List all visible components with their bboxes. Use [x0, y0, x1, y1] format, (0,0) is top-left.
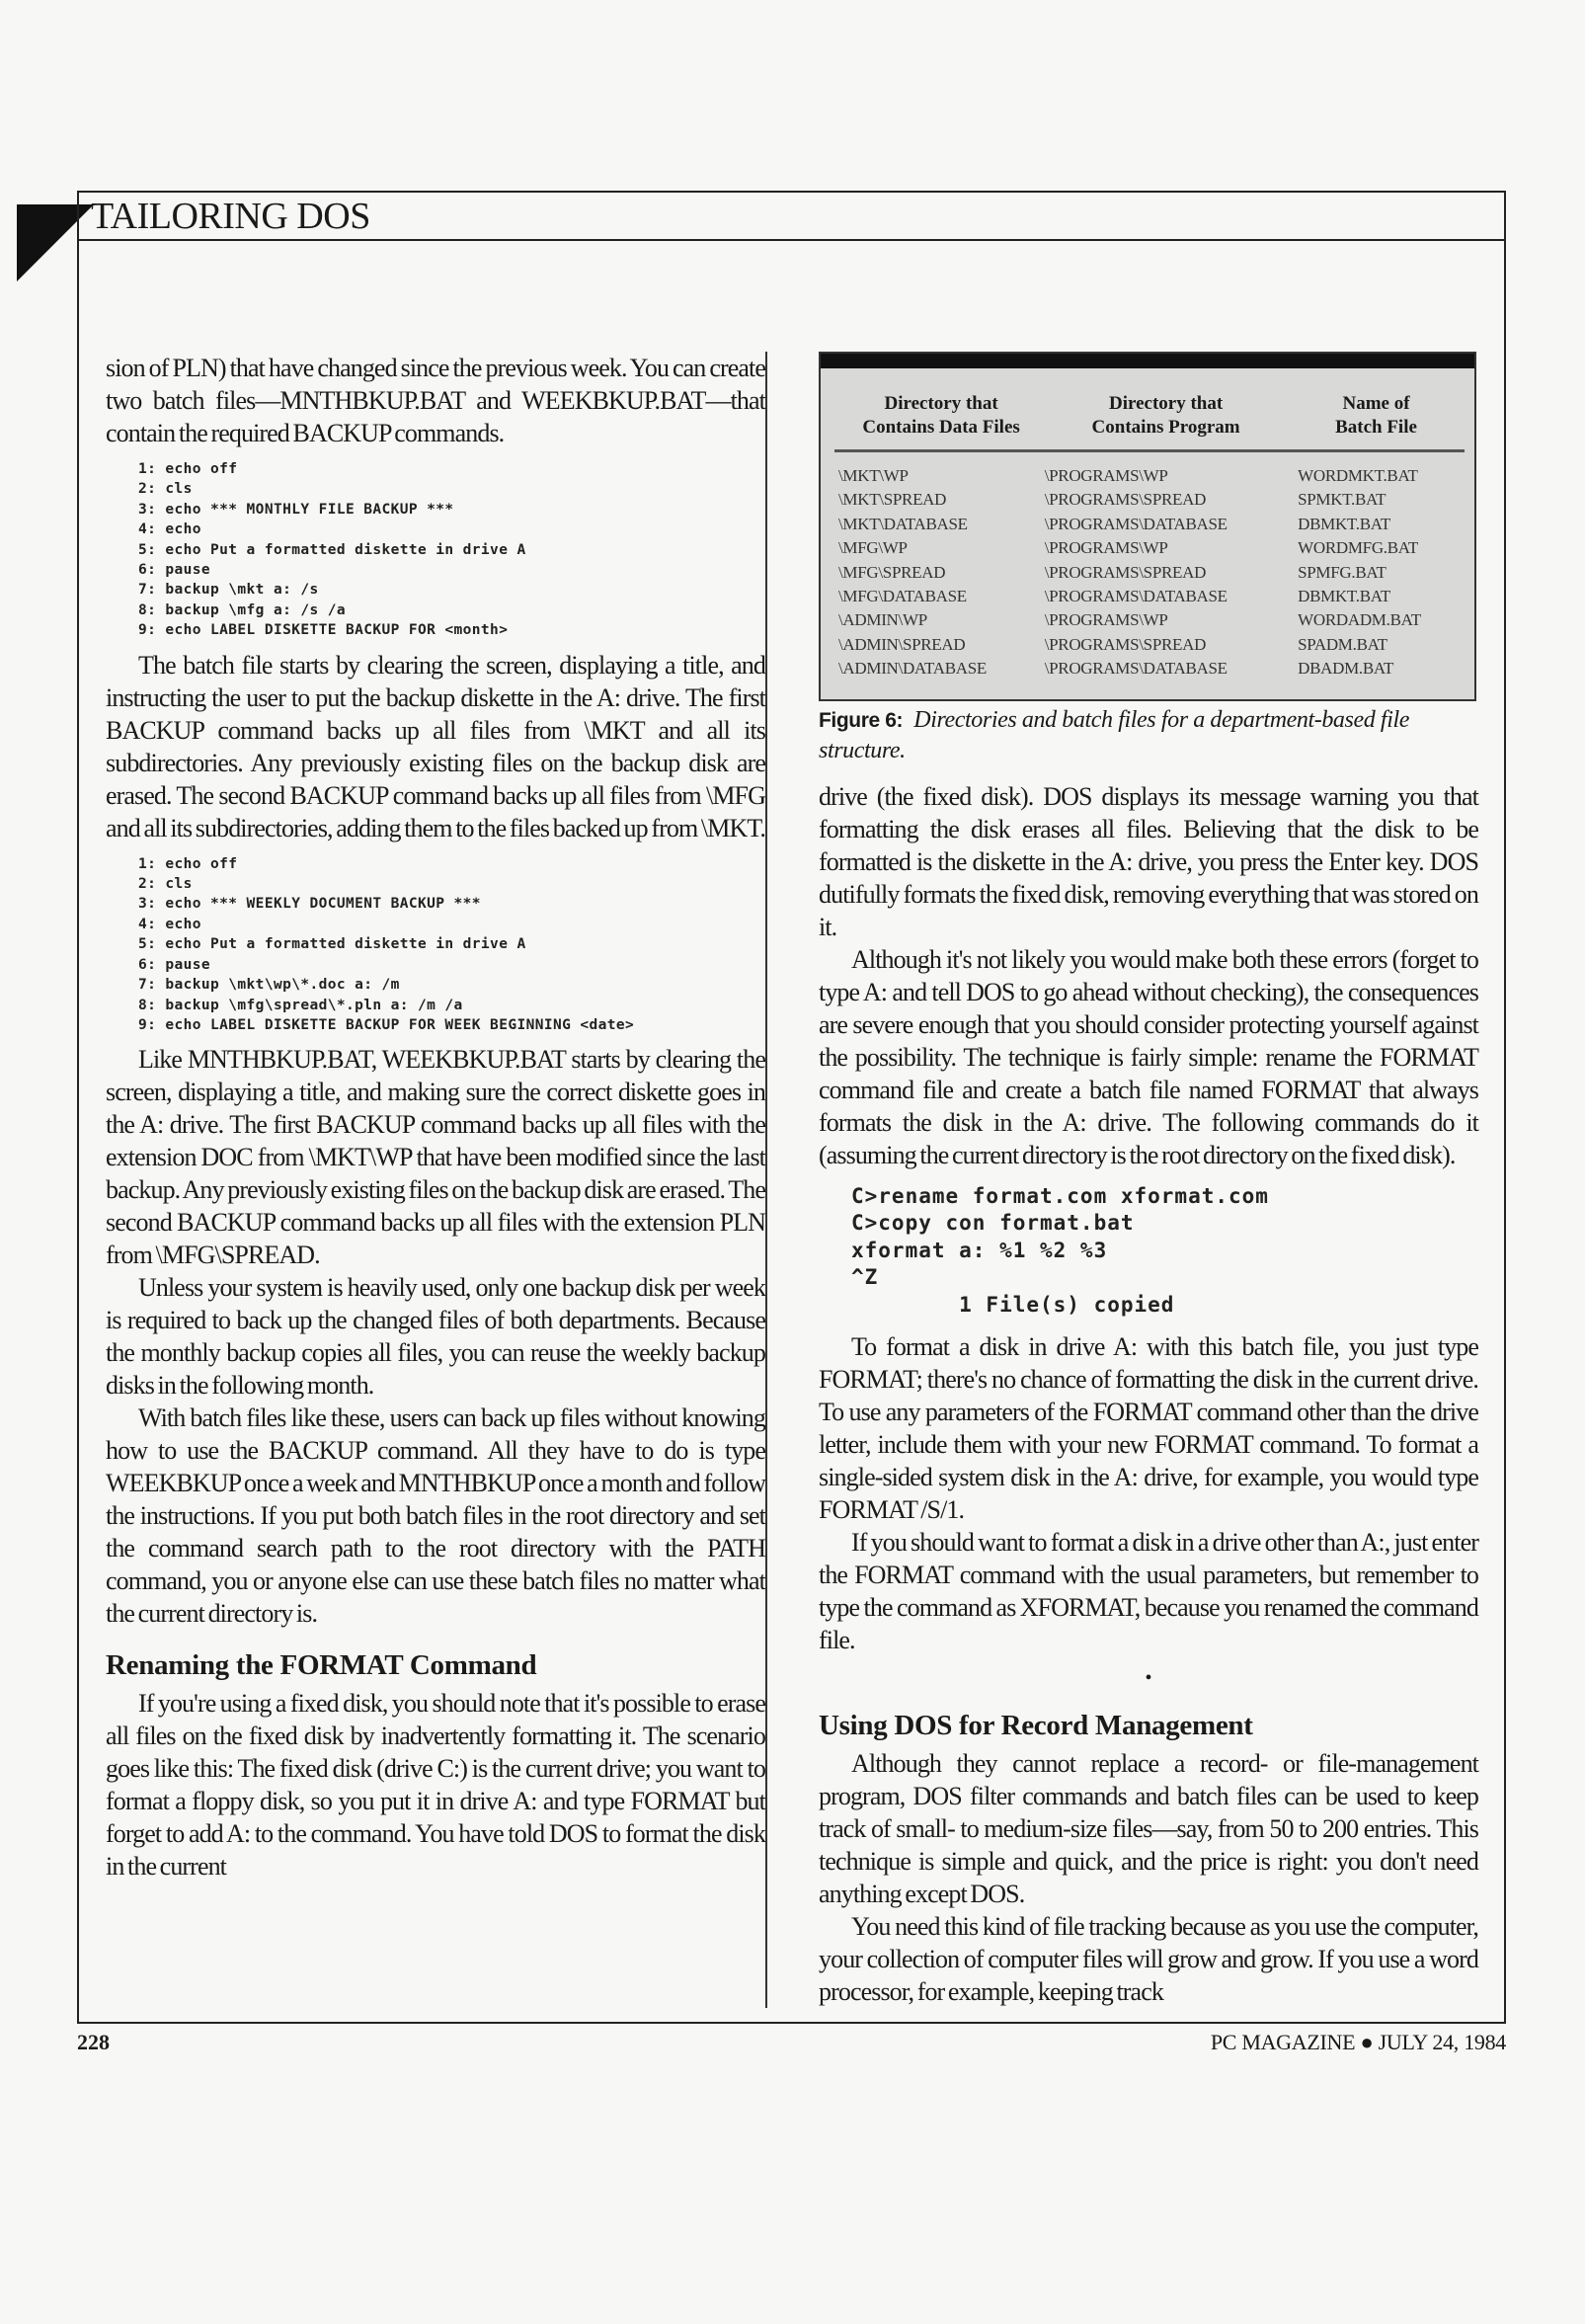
table-row	[821, 488, 1474, 512]
code-line: 1: echo off	[138, 461, 238, 477]
table-cell: \MFG\WP	[838, 538, 908, 558]
table-header	[821, 368, 1474, 440]
code-line: 5: echo Put a formatted diskette in drive A	[138, 541, 526, 558]
code-line: 3: echo *** MONTHLY FILE BACKUP ***	[138, 501, 454, 518]
code-line: 1: echo off	[138, 855, 238, 872]
table-cell: \MKT\WP	[838, 466, 909, 485]
right-column	[765, 352, 1478, 2008]
paragraph: Although it's not likely you would make both these errors (forget to type A: and tell DOS to go ahead without checking), the consequences are severe enough that you should consider protecting yourself against the possibility. The technique is fairly simple: rename the FORMAT command file and create a batch file named FORMAT that always formats the disk in the A: drive. The following commands do it (assuming the current directory is the root directory on the fixed disk).	[819, 944, 1478, 1169]
table-body	[821, 464, 1474, 681]
caption-label: Figure 6:	[819, 708, 904, 732]
table-cell: \PROGRAMS\WP	[1044, 466, 1168, 485]
table-row	[821, 513, 1474, 536]
section-heading: Using DOS for Record Management	[819, 1710, 1253, 1742]
code-line: 9: echo LABEL DISKETTE BACKUP FOR <month>	[138, 622, 509, 639]
paragraph: drive (the fixed disk). DOS displays its message warning you that formatting the disk erases all files. Believing that the disk to be formatted is the diskette in the A: drive, you press the Enter key. DOS dutifully formats the fixed disk, removing everything that was stored on it.	[819, 781, 1478, 941]
article-columns	[79, 241, 1504, 2022]
paragraph: Unless your system is heavily used, only one backup disk per week is required to back up the changed files of both departments. Because the monthly backup copies all files, you can reuse the weekly backup disks in the following month.	[106, 1273, 765, 1401]
code-line: 4: echo	[138, 916, 201, 932]
table-row	[821, 608, 1474, 632]
code-line: 7: backup \mkt\wp\*.doc a: /m	[138, 977, 400, 994]
header-rule	[834, 449, 1465, 452]
paragraph: You need this kind of file tracking because as you use the computer, your collection of computer files will grow and grow. If you use a word processor, for example, keeping track	[819, 1912, 1478, 2007]
table-cell: DBADM.BAT	[1298, 659, 1394, 679]
table-cell: WORDMKT.BAT	[1298, 466, 1418, 485]
column-header: Directory that Contains Data Files	[862, 393, 1020, 438]
figure-caption	[819, 705, 1478, 766]
paragraph: Like MNTHBKUP.BAT, WEEKBKUP.BAT starts by clearing the screen, displaying a title, and making sure the correct diskette goes in the A: drive. The first BACKUP command backs up all files with the extension DOC from \MKT\WP that have been modified since the last backup. Any previously existing files on the backup disk are erased. The second BACKUP command backs up all files with the extension PLN from \MFG\SPREAD.	[106, 1045, 765, 1270]
table-cell: \PROGRAMS\WP	[1044, 538, 1168, 558]
table-row	[821, 585, 1474, 608]
code-listing-monthly	[138, 459, 765, 641]
code-line: 6: pause	[138, 562, 211, 579]
code-line: 6: pause	[138, 956, 211, 973]
table-cell: \PROGRAMS\WP	[1044, 610, 1168, 630]
table-cell: DBMKT.BAT	[1298, 587, 1390, 606]
table-cell: \MFG\DATABASE	[838, 587, 967, 606]
code-line: xformat a: %1 %2 %3	[851, 1238, 1108, 1262]
table-row	[821, 536, 1474, 560]
table-cell: \MKT\SPREAD	[838, 490, 947, 510]
table-row	[821, 633, 1474, 657]
article-frame	[77, 191, 1506, 2024]
table-cell: SPADM.BAT	[1298, 634, 1387, 654]
table-cell: DBMKT.BAT	[1298, 514, 1390, 533]
code-listing-weekly	[138, 854, 765, 1036]
paragraph: If you're using a fixed disk, you should note that it's possible to erase all files on the fixed disk by inadvertently formatting it. The scenario goes like this: The fixed disk (drive C:) is the current drive; you want to format a floppy disk, so you put it in drive A: and type FORMAT but forget to add A: to the command. You have told DOS to format the disk in the current	[106, 1689, 765, 1882]
code-line: 8: backup \mfg a: /s /a	[138, 601, 346, 618]
column-header: Directory that Contains Program	[1091, 393, 1240, 438]
table-cell: \MKT\DATABASE	[838, 514, 968, 533]
magazine-footer: PC MAGAZINE ● JULY 24, 1984	[1210, 2030, 1506, 2055]
code-line: 2: cls	[138, 481, 193, 498]
paragraph: If you should want to format a disk in a drive other than A:, just enter the FORMAT command with the usual parameters, but remember to type the command as XFORMAT, because you renamed the command file.	[819, 1528, 1478, 1655]
section-bullet: •	[1145, 1667, 1152, 1690]
page-footer	[77, 2030, 1506, 2055]
table-cell: SPMKT.BAT	[1298, 490, 1387, 510]
code-line: 4: echo	[138, 521, 201, 538]
code-line: ^Z	[851, 1265, 879, 1290]
table-cell: \ADMIN\DATABASE	[838, 659, 987, 679]
code-line: 5: echo Put a formatted diskette in drive A	[138, 936, 526, 953]
code-line: 2: cls	[138, 876, 193, 893]
caption-text: Directories and batch files for a department-based file structure.	[819, 706, 1409, 763]
table-top-bar	[821, 354, 1474, 368]
table-cell: \MFG\SPREAD	[838, 562, 946, 582]
table-cell: \PROGRAMS\SPREAD	[1044, 490, 1207, 510]
header-bar	[79, 193, 1504, 241]
column-header: Name of Batch File	[1335, 393, 1417, 438]
code-line: 1 File(s) copied	[851, 1292, 1175, 1317]
figure-table	[819, 352, 1476, 701]
paragraph: The batch file starts by clearing the screen, displaying a title, and instructing the user to put the backup diskette in the A: drive. The first BACKUP command backs up all files from \MKT and all its subdirectories. Any previously existing files on the backup disk are erased. The second BACKUP command backs up all files from \MFG and all its subdirectories, adding them to the files backed up from \MKT.	[106, 650, 765, 842]
paragraph: Although they cannot replace a record- or file-management program, DOS filter commands and batch files can be used to keep track of small- to medium-size files—say, from 50 to 200 entries. This technique is simple and quick, and the price is right: you don't need anything except DOS.	[819, 1749, 1478, 1909]
paragraph: sion of PLN) that have changed since the previous week. You can create two batch files—MNTHBKUP.BAT and WEEKBKUP.BAT—that contain the required BACKUP commands.	[106, 354, 765, 447]
table-cell: \ADMIN\SPREAD	[838, 634, 966, 654]
table-row	[821, 561, 1474, 585]
table-cell: \PROGRAMS\DATABASE	[1044, 587, 1228, 606]
code-line: 7: backup \mkt a: /s	[138, 582, 319, 599]
code-line: C>rename format.com xformat.com	[851, 1183, 1269, 1208]
section-title: TAILORING DOS	[91, 196, 370, 237]
paragraph: To format a disk in drive A: with this batch file, you just type FORMAT; there's no chance of formatting the disk in the current drive. To use any parameters of the FORMAT command other than the drive letter, include them with your new FORMAT command. To format a single-sided system disk in the A: drive, for example, you would type FORMAT /S/1.	[819, 1332, 1478, 1525]
code-line: 8: backup \mfg\spread\*.pln a: /m /a	[138, 997, 463, 1013]
table-cell: WORDMFG.BAT	[1298, 538, 1418, 558]
table-cell: \PROGRAMS\DATABASE	[1044, 659, 1228, 679]
table-cell: WORDADM.BAT	[1298, 610, 1421, 630]
page-number: 228	[77, 2030, 110, 2055]
table-cell: \ADMIN\WP	[838, 610, 927, 630]
code-line: 9: echo LABEL DISKETTE BACKUP FOR WEEK BEGINNING <date>	[138, 1016, 635, 1033]
table-cell: SPMFG.BAT	[1298, 562, 1387, 582]
table-row	[821, 657, 1474, 681]
code-line: 3: echo *** WEEKLY DOCUMENT BACKUP ***	[138, 896, 481, 913]
code-listing-format	[851, 1183, 1478, 1320]
left-column	[106, 352, 765, 2008]
table-cell: \PROGRAMS\DATABASE	[1044, 514, 1228, 533]
paragraph: With batch files like these, users can back up files without knowing how to use the BACKUP command. All they have to do is type WEEKBKUP once a week and MNTHBKUP once a month and follow the instructions. If you put both batch files in the root directory and set the command search path to the root directory with the PATH command, you or anyone else can use these batch files no matter what the current directory is.	[106, 1403, 765, 1629]
table-cell: \PROGRAMS\SPREAD	[1044, 562, 1207, 582]
table-cell: \PROGRAMS\SPREAD	[1044, 634, 1207, 654]
code-line: C>copy con format.bat	[851, 1211, 1135, 1236]
table-row	[821, 464, 1474, 488]
section-heading: Renaming the FORMAT Command	[106, 1649, 537, 1682]
